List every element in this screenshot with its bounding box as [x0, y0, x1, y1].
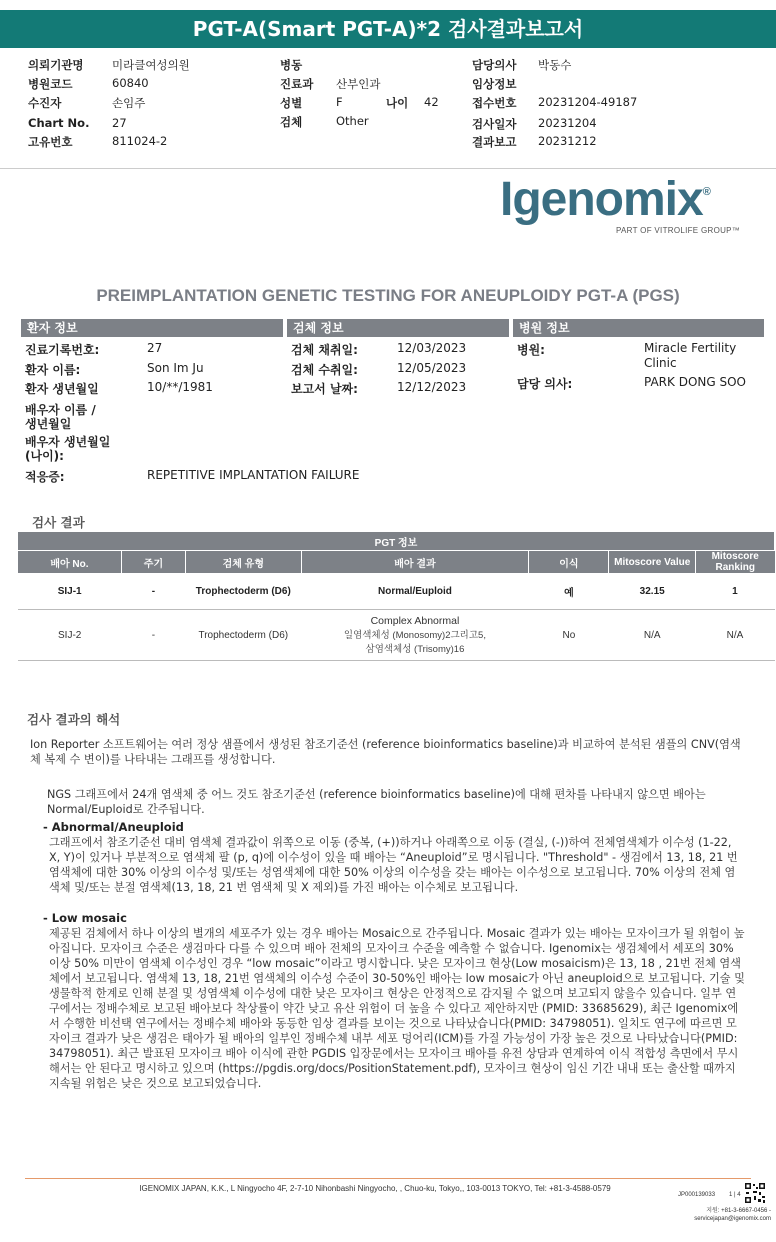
- spouse-name-label: 생년월일: [25, 417, 72, 431]
- header-value: 미라클여성의원: [112, 58, 190, 72]
- patient-record-value: 27: [147, 341, 163, 355]
- header-value: 60840: [112, 76, 149, 90]
- spouse-dob-label: (나이):: [25, 449, 64, 463]
- embryo-result: Complex Abnormal: [370, 615, 460, 627]
- patient-name-label: 환자 이름:: [25, 363, 81, 377]
- column-header: 배아 No.: [18, 551, 121, 574]
- embryo-result-detail: 일염색체성 (Monosomy)2그리고5,: [343, 630, 486, 641]
- patient-dob-label: 환자 생년월일: [25, 382, 99, 396]
- embryo-result: Normal/Euploid: [301, 573, 529, 610]
- abnormal-text: 그래프에서 참조기준선 대비 염색체 결과값이 위쪽으로 이동 (중복, (+))하거나 아래쪽으로 이동 (결실, (-))하여 전체염색체가 이수성 (1-22, X, Y)이 있거나 부분적으로 염색체 팔 (p, q)에 이수성이 있을 때 배아는 “Aneuploid”로 명시됩니다. "Threshold" - 생검에서 13, 18, 21 번 염색체에 대한 30% 이상의 이수성 및/또는 성염색체에 대한 50% 이상의 이수성을 갖는 배아는 이수성으로 보고됩니다. 70% 이상의 전체 염색체 및/또는 분절 염색체(13, 18, 21 번 염색체 및 X 제외)를 가진 배아는 이수체로 보고됩니다.: [49, 836, 738, 894]
- logo-subtitle: PART OF VITROLIFE GROUP™: [616, 226, 741, 235]
- abnormal-heading: - Abnormal/Aneuploid: [43, 820, 184, 834]
- cycle: -: [121, 610, 185, 661]
- footer-code: JP000139033: [678, 1192, 716, 1198]
- header-value: F: [336, 95, 343, 109]
- specimen-received-value: 12/05/2023: [397, 361, 467, 375]
- report-date-label: 보고서 날짜:: [291, 382, 358, 396]
- header-label: 성별: [280, 96, 303, 110]
- header-value: 811024-2: [112, 134, 168, 148]
- header-label: 의뢰기관명: [28, 58, 84, 72]
- embryo-result-cell: [301, 610, 529, 661]
- igenomix-logo: Igenomix®: [500, 173, 710, 226]
- interpretation-ngs: NGS 그래프에서 24개 염색체 중 어느 것도 참조기준선 (reference bioinformatics baseline)에 대해 편차를 나타내지 않으면 배아는 Normal/Euploid로 간주됩니다.: [47, 788, 706, 816]
- header-label: 병동: [280, 58, 303, 72]
- footer-divider: [25, 1178, 751, 1179]
- specimen-collected-label: 검체 채취일:: [291, 343, 358, 357]
- header-label: 결과보고: [472, 135, 517, 149]
- embryo-id: SIJ-2: [18, 610, 121, 661]
- header-label: 고유번호: [28, 135, 73, 149]
- page-number: 1 | 4: [729, 1192, 741, 1198]
- column-header: Mitoscore Value: [609, 551, 695, 574]
- header-label: 접수번호: [472, 96, 517, 110]
- header-label: 담당의사: [472, 58, 517, 72]
- header-label: 병원코드: [28, 77, 73, 91]
- header-label: 검체: [280, 115, 303, 129]
- report-banner: PGT-A(Smart PGT-A)*2 검사결과보고서: [0, 10, 776, 48]
- table-row: [18, 573, 775, 610]
- transfer: No: [529, 610, 609, 661]
- mitoscore-value: N/A: [609, 610, 695, 661]
- patient-dob-value: 10/**/1981: [147, 380, 213, 394]
- results-section-label: 검사 결과: [32, 515, 85, 530]
- doctor-value: PARK DONG SOO: [644, 375, 746, 389]
- mosaic-text: 제공된 검체에서 하나 이상의 별개의 세포주가 있는 경우 배아는 Mosaic으로 간주됩니다. Mosaic 결과가 있는 배아는 모자이크가 될 위험이 높아집니다. 모자이크 수준은 생검마다 다를 수 있으며 배아 전체의 모자이크 수준을 예측할 수 없습니다. Igenomix는 생검체에서 세포의 30% 이상 50% 미만이 염색체 이수성인 경우 “low mosaic”이라고 명시합니다. 낮은 모자이크 현상(Low mosaicism)은 13, 18 , 21번 전체 염색체에서 보고됩니다. 염색체 13, 18, 21번 염색체의 이수성 수준이 30-50%인 배아는 low mosaic가 아닌 aneuploid으로 보고됩니다. 기술 및 생물학적 한계로 인해 분절 및 성염색체 이수성에 대한 낮은 모자이크 현상은 안정적으로 감지될 수 없으며 보고되지 않을수 있습니다. 일부 연구에서는 정배수체로 보고된 배아보다 착상률이 약간 낮고 유산 위험이 더 높을 수 있다고 제안하지만 (PMID: 33685629), 최근 Igenomix에서 수행한 비선택 연구에서는 정배수체 배아와 동등한 임상 결과를 보이는 것으로 나타났습니다(PMID: 34798051). 일치도 연구에 따르면 모자이크 결과가 낮은 생검은 태아가 될 배아의 일부인 정배수체 내부 세포 덩어리(ICM)를 가질 가능성이 가장 높은 것으로 나타났습니다(PMID: 34798051). 최근 발표된 모자이크 배아 이식에 관한 PGDIS 입장문에서는 모자이크 배아를 유전 상담과 연계하여 이식 적합성 측면에서 무시해서는 안 된다고 명시하고 있으며 (https://pgdis.org/docs/PositionStatement.pdf), 모자이크 현상이 임신 기간 내내 또는 출산할 때까지 지속될 위험은 낮은 것으로 보고되었습니다.: [49, 927, 745, 1090]
- hospital-label: 병원:: [517, 343, 545, 357]
- table-row: [18, 610, 775, 661]
- header-label: 나이: [386, 96, 409, 110]
- embryo-id: SIJ-1: [18, 573, 121, 610]
- support-phone: 지원: +81-3-6667-0456 -: [706, 1208, 771, 1214]
- footer-address: IGENOMIX JAPAN, K.K., L Ningyocho 4F, 2-7-10 Nihonbashi Ningyocho, , Chuo-ku, Tokyo,, 103-0013 TOKYO, Tel: +81-3-4588-0579: [139, 1184, 611, 1193]
- header-label: 검사일자: [472, 117, 517, 131]
- doctor-label: 담당 의사:: [517, 377, 573, 391]
- sample-type: Trophectoderm (D6): [186, 573, 301, 610]
- mitoscore-ranking: N/A: [695, 610, 774, 661]
- column-header: Mitoscore Ranking: [695, 551, 774, 574]
- header-label: 수진자: [28, 96, 62, 110]
- header-value: 20231212: [538, 134, 597, 148]
- specimen-collected-value: 12/03/2023: [397, 341, 467, 355]
- footer-contact: [676, 1207, 771, 1223]
- pgt-results-table: [18, 532, 775, 661]
- sample-type: Trophectoderm (D6): [186, 610, 301, 661]
- specimen-received-label: 검체 수취일:: [291, 363, 358, 377]
- header-label: 진료과: [280, 77, 314, 91]
- specimen-info-heading: 검체 정보: [287, 319, 509, 337]
- interpretation-heading: 검사 결과의 해석: [27, 712, 121, 727]
- header-value: 42: [424, 95, 439, 109]
- mitoscore-value: 32.15: [609, 573, 695, 610]
- patient-name-value: Son Im Ju: [147, 361, 204, 375]
- embryo-result-detail: 삼염색체성 (Trisomy)16: [365, 644, 465, 655]
- mitoscore-ranking: 1: [695, 573, 774, 610]
- header-label: Chart No.: [28, 116, 90, 130]
- pgt-table-title: PGT 정보: [18, 532, 775, 551]
- patient-info-heading: 환자 정보: [21, 319, 283, 337]
- cycle: -: [121, 573, 185, 610]
- support-email: servicejapan@igenomix.com: [694, 1216, 771, 1222]
- patient-record-label: 진료기록번호:: [25, 343, 100, 357]
- report-title: PREIMPLANTATION GENETIC TESTING FOR ANEUPLOIDY PGT-A (PGS): [96, 286, 680, 305]
- header-label: 임상정보: [472, 77, 517, 91]
- interpretation-intro: Ion Reporter 소프트웨어는 여러 정상 샘플에서 생성된 참조기준선 (reference bioinformatics baseline)과 비교하여 분석된 샘플의 CNV(염색체 복제 수 변이)를 나타내는 그래프를 생성합니다.: [30, 738, 741, 766]
- column-header: 배아 결과: [301, 551, 529, 574]
- header-value: 27: [112, 116, 127, 130]
- column-header: 주기: [121, 551, 185, 574]
- mosaic-heading: - Low mosaic: [43, 911, 127, 925]
- indication-value: REPETITIVE IMPLANTATION FAILURE: [147, 468, 360, 482]
- header-value: 박동수: [538, 58, 572, 72]
- header-value: 20231204-49187: [538, 95, 638, 109]
- header-value: 산부인과: [336, 77, 381, 91]
- column-header: 검체 유형: [186, 551, 301, 574]
- header-value: 손임주: [112, 96, 146, 110]
- spouse-dob-label: 배우자 생년월일: [25, 435, 111, 449]
- hospital-value: Miracle Fertility: [644, 341, 737, 355]
- column-header: 이식: [529, 551, 609, 574]
- header-divider: [0, 168, 776, 169]
- header-value: 20231204: [538, 116, 597, 130]
- transfer: 예: [529, 573, 609, 610]
- report-date-value: 12/12/2023: [397, 380, 467, 394]
- spouse-name-label: 배우자 이름 /: [25, 403, 96, 417]
- qr-code-icon: [744, 1182, 766, 1204]
- hospital-value: Clinic: [644, 356, 677, 370]
- header-value: Other: [336, 114, 369, 128]
- indication-label: 적응증:: [25, 470, 65, 484]
- hospital-info-heading: 병원 정보: [513, 319, 764, 337]
